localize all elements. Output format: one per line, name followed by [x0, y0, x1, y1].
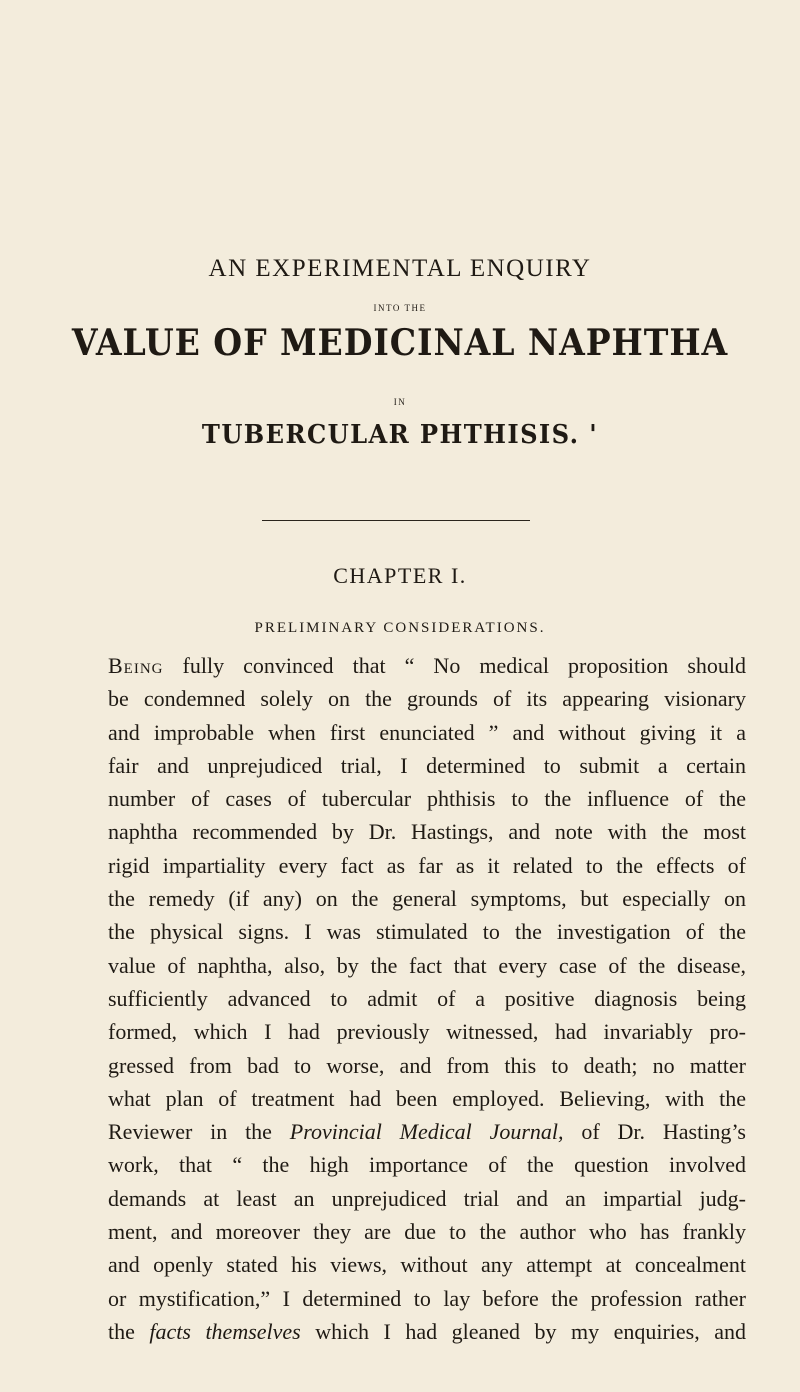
body-line [108, 649, 746, 682]
drop-word: Being [108, 653, 164, 678]
title-line-1: AN EXPERIMENTAL ENQUIRY [208, 255, 592, 282]
body-line: ment, and moreover they are due to the author who has frankly [108, 1219, 746, 1245]
body-line: formed, which I had previously witnessed, had invariably pro- [108, 1019, 746, 1045]
body-paragraph [108, 649, 746, 1348]
chapter-heading: CHAPTER I. [333, 563, 467, 588]
body-line: fair and unprejudiced trial, I determined to submit a certain [108, 752, 746, 778]
body-line: naphtha recommended by Dr. Hastings, and note with the most [108, 819, 746, 845]
body-line-text: fully convinced that “ No medical proposition should [163, 653, 746, 678]
title-divider-rule [262, 520, 530, 521]
body-line: and openly stated his views, without any attempt at concealment [108, 1252, 746, 1278]
body-line: rigid impartiality every fact as far as it related to the effects of [108, 852, 746, 878]
body-line: number of cases of tubercular phthisis to the influence of the [108, 786, 746, 812]
body-line: be condemned solely on the grounds of its appearing visionary [108, 686, 746, 712]
body-line: gressed from bad to worse, and from this to death; no matter [108, 1052, 746, 1078]
body-line: or mystification,” I determined to lay before the profession rather [108, 1285, 746, 1311]
body-line-text: Reviewer in the [108, 1119, 290, 1145]
body-line [108, 1315, 746, 1348]
journal-title: Provincial Medical Journal, [289, 1119, 564, 1145]
body-line: and improbable when first enunciated ” and without giving it a [108, 719, 746, 745]
body-line-text: the [108, 1318, 150, 1344]
body-line: work, that “ the high importance of the question involved [108, 1152, 746, 1178]
title-connector-in: IN [393, 397, 407, 407]
body-line: demands at least an unprejudiced trial and an impartial judg- [108, 1185, 746, 1211]
body-line: the remedy (if any) on the general symptoms, but especially on [108, 886, 746, 912]
body-line-text: which I had gleaned by my enquiries, and [300, 1318, 747, 1344]
body-line: value of naphtha, also, by the fact that every case of the disease, [108, 952, 746, 978]
body-line [108, 1115, 746, 1148]
title-line-3: TUBERCULAR PHTHISIS. ' [201, 420, 599, 450]
chapter-subheading: PRELIMINARY CONSIDERATIONS. [254, 620, 546, 636]
body-line: what plan of treatment had been employed. Believing, with the [108, 1085, 746, 1111]
emphasis-text: facts themselves [149, 1318, 301, 1344]
title-line-2: VALUE OF MEDICINAL NAPHTHA [71, 322, 729, 364]
title-connector-into: INTO THE [373, 303, 427, 313]
body-line: sufficiently advanced to admit of a positive diagnosis being [108, 985, 746, 1011]
body-line: the physical signs. I was stimulated to the investigation of the [108, 919, 746, 945]
body-line-text: of Dr. Hasting’s [563, 1119, 746, 1145]
